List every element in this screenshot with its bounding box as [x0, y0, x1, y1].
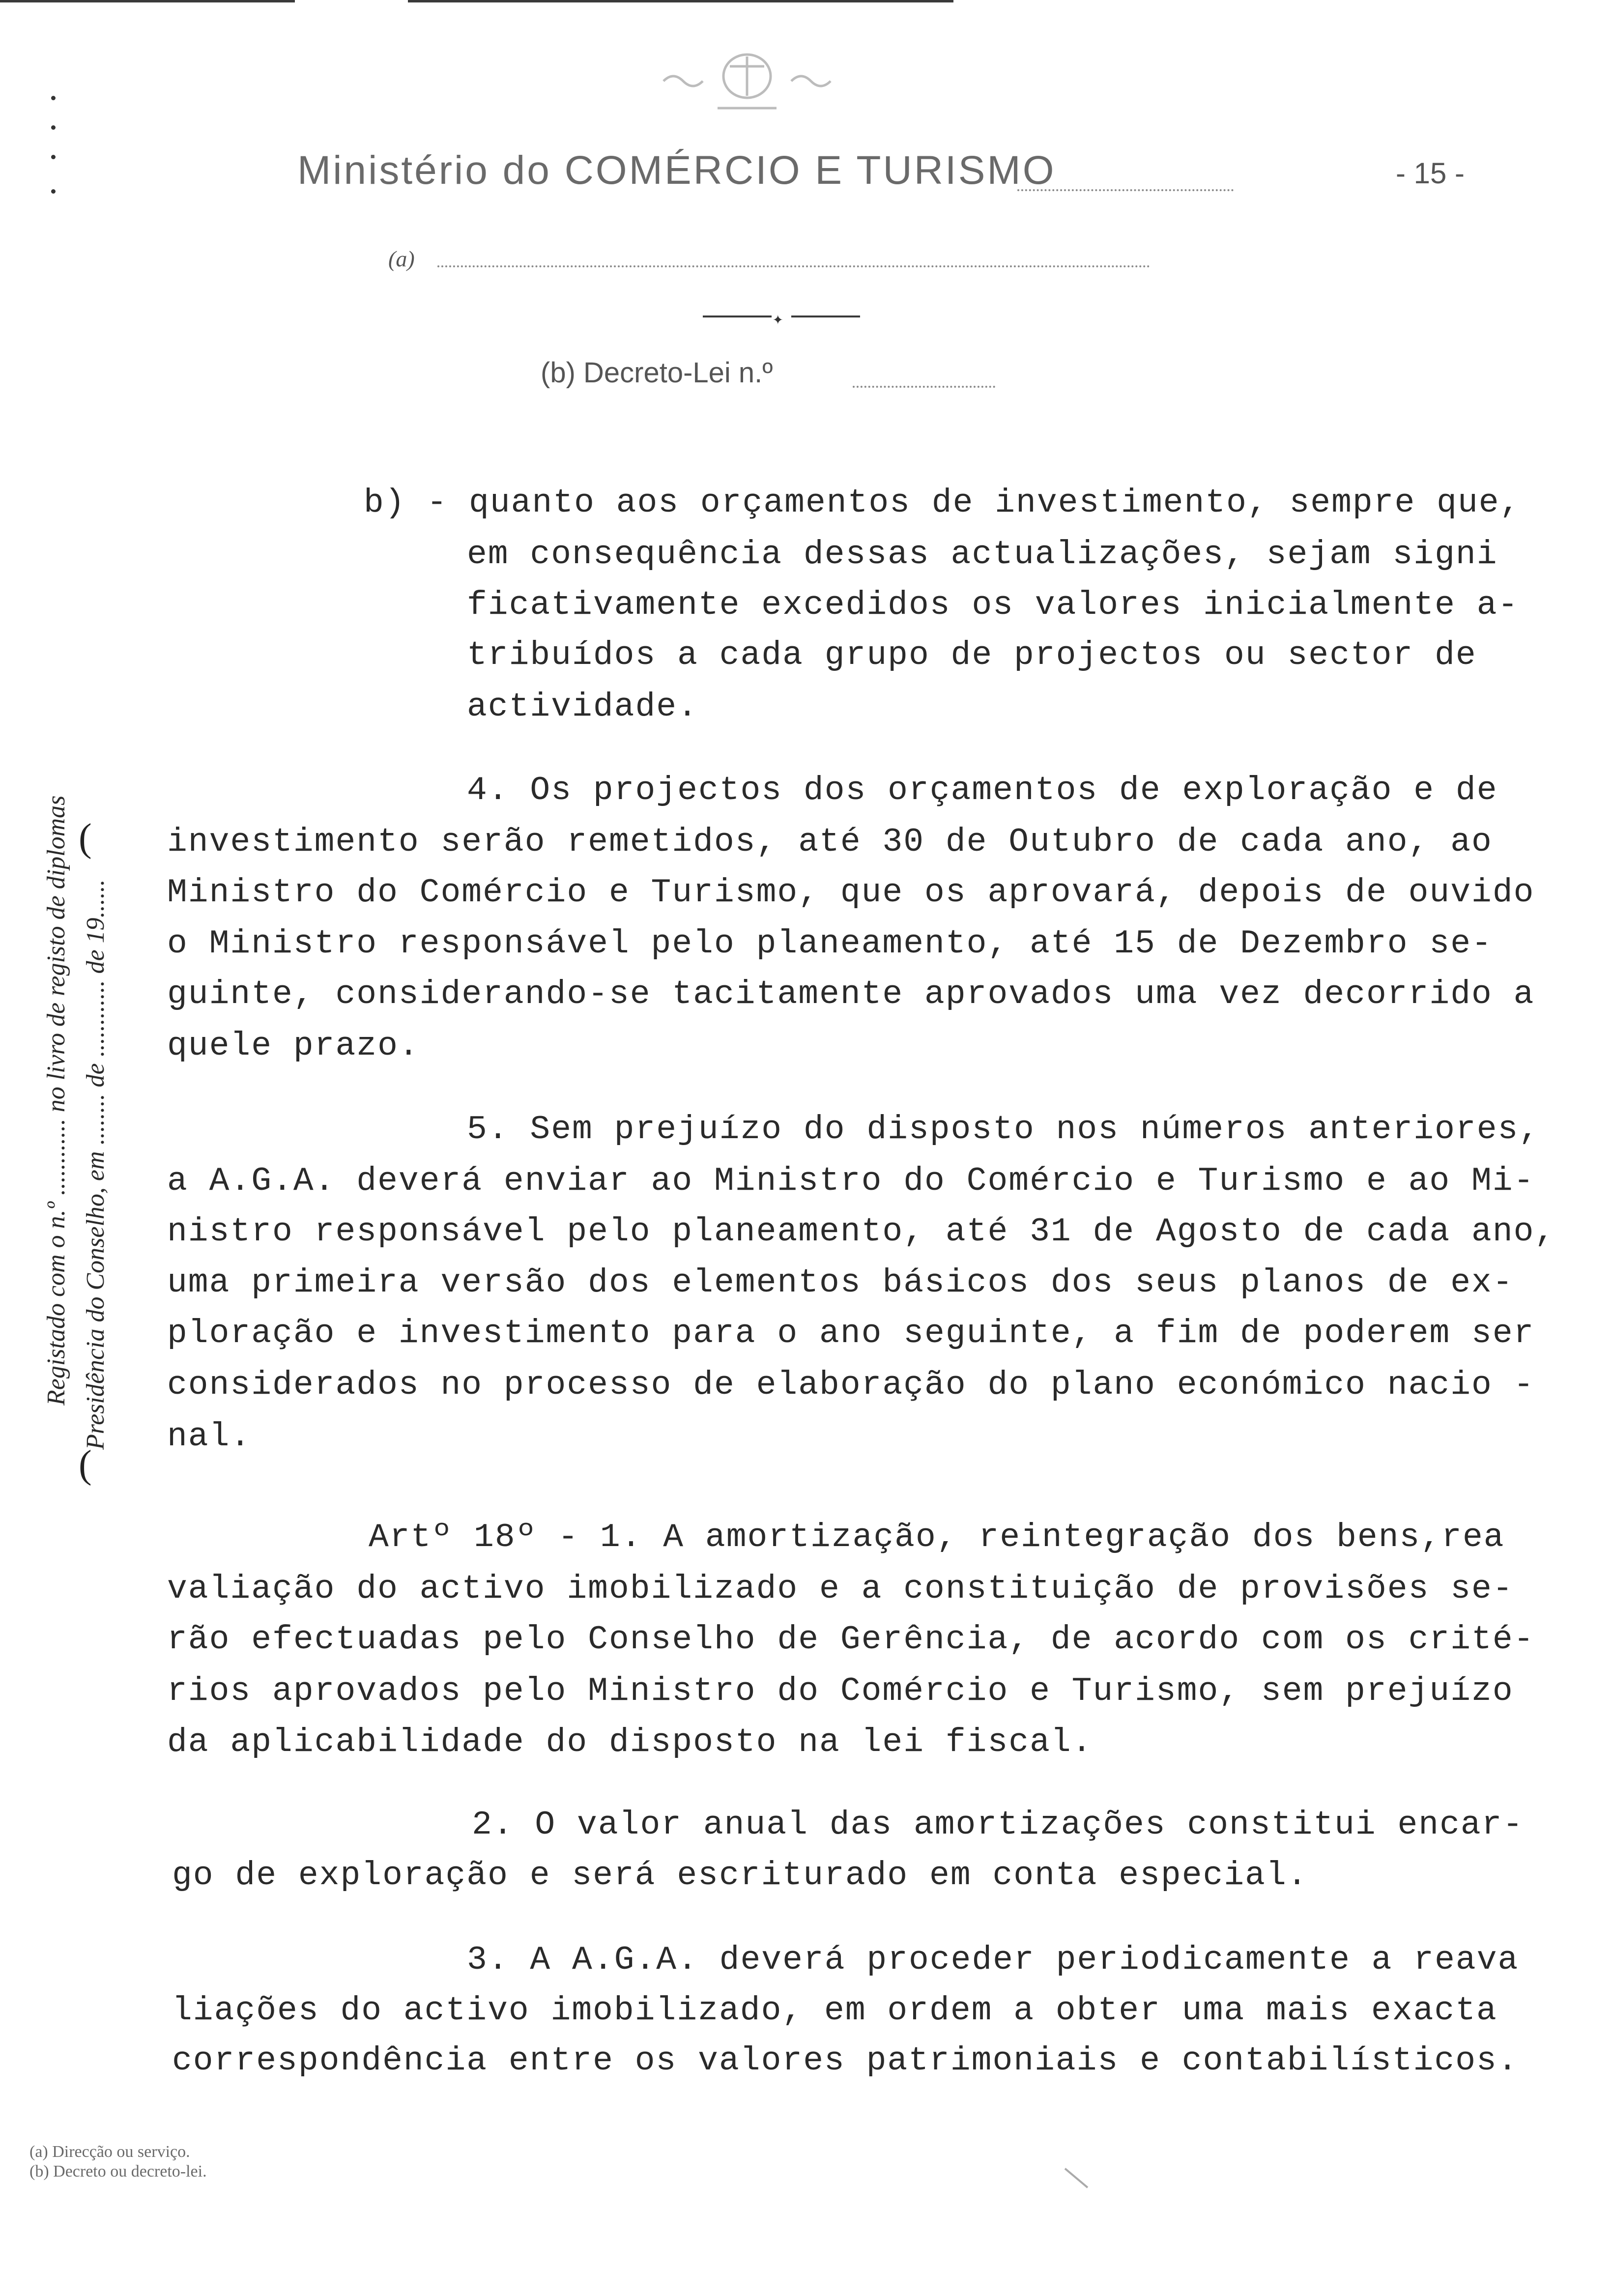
paragraph-2-line: go de exploração e será escriturado em conta especial.	[172, 1857, 1308, 1894]
article-18-line: valiação do activo imobilizado e a constituição de provisões se-	[167, 1570, 1514, 1608]
paragraph-5-line: uma primeira versão dos elementos básicos dos seus planos de ex-	[167, 1264, 1514, 1302]
label-a: (a)	[388, 246, 415, 271]
ministry-title: Ministério do COMÉRCIO E TURISMO	[297, 148, 1056, 193]
paragraph-5-line: nistro responsável pelo planeamento, até 31 de Agosto de cada ano,	[167, 1213, 1556, 1251]
paragraph-5-line: a A.G.A. deverá enviar ao Ministro do Comércio e Turismo e ao Mi-	[167, 1162, 1535, 1200]
page-number: - 15 -	[1396, 157, 1465, 190]
decree-label: (b) Decreto-Lei n.º	[541, 357, 773, 389]
paragraph-4-line: investimento serão remetidos, até 30 de Outubro de cada ano, ao	[167, 823, 1493, 861]
paragraph-5-line: nal.	[167, 1418, 252, 1456]
footnote-a: (a) Direcção ou serviço.	[29, 2143, 190, 2161]
paragraph-b-line: b) - quanto aos orçamentos de investimento, sempre que,	[364, 484, 1521, 522]
coat-of-arms-icon	[644, 47, 850, 115]
paragraph-4-line: guinte, considerando-se tacitamente aprovados uma vez decorrido a	[167, 976, 1535, 1013]
sidebar-registration-line: Registado com o n.º ............ no livro de registo de diplomas	[42, 795, 70, 1406]
separator-ornament-icon: ✦	[773, 310, 783, 330]
margin-dot	[51, 96, 56, 100]
paragraph-5-line: considerados no processo de elaboração do plano económico nacio -	[167, 1366, 1535, 1404]
margin-dot	[51, 155, 56, 159]
paragraph-2-line: 2. O valor anual das amortizações constitui encar-	[472, 1806, 1524, 1844]
sidebar-presidency-line: Presidência do Conselho, em ........ de ............ de 19......	[82, 879, 110, 1450]
article-18-line: rios aprovados pelo Ministro do Comércio e Turismo, sem prejuízo	[167, 1672, 1514, 1710]
separator-left	[703, 316, 772, 317]
sidebar-bracket: (	[79, 1443, 92, 1486]
ministry-dotted-line	[1017, 189, 1234, 191]
paragraph-b-line: tribuídos a cada grupo de projectos ou sector de	[467, 636, 1477, 674]
margin-dot	[51, 125, 56, 130]
paragraph-5-line: 5. Sem prejuízo do disposto nos números anteriores,	[467, 1111, 1540, 1148]
paragraph-4-line: o Ministro responsável pelo planeamento, até 15 de Dezembro se-	[167, 925, 1493, 963]
paragraph-b-line: em consequência dessas actualizações, sejam signi	[467, 536, 1498, 574]
separator-right	[791, 316, 860, 317]
paragraph-b-line: ficativamente excedidos os valores inicialmente a-	[467, 586, 1519, 624]
paragraph-4-line: quele prazo.	[167, 1027, 420, 1065]
article-18-line: Artº 18º - 1. A amortização, reintegração dos bens,rea	[369, 1519, 1505, 1556]
paragraph-b-line: actividade.	[467, 688, 698, 726]
top-rule-left	[0, 0, 295, 2]
paragraph-3-line: correspondência entre os valores patrimoniais e contabilísticos.	[172, 2042, 1519, 2080]
paragraph-3-line: 3. A A.G.A. deverá proceder periodicamente a reava	[467, 1941, 1519, 1979]
paragraph-4-line: 4. Os projectos dos orçamentos de exploração e de	[467, 772, 1498, 809]
top-rule-right	[408, 0, 953, 2]
decree-dotted-line	[853, 386, 995, 388]
paragraph-3-line: liações do activo imobilizado, em ordem a obter uma mais exacta	[172, 1992, 1497, 2030]
label-a-dotted-line	[437, 265, 1150, 267]
scan-speck	[1065, 2168, 1089, 2188]
paragraph-5-line: ploração e investimento para o ano seguinte, a fim de poderem ser	[167, 1315, 1535, 1352]
footnote-b: (b) Decreto ou decreto-lei.	[29, 2162, 207, 2181]
margin-dot	[51, 189, 56, 194]
paragraph-4-line: Ministro do Comércio e Turismo, que os aprovará, depois de ouvido	[167, 874, 1535, 912]
article-18-line: rão efectuadas pelo Conselho de Gerência, de acordo com os crité-	[167, 1621, 1535, 1659]
article-18-line: da aplicabilidade do disposto na lei fiscal.	[167, 1723, 1093, 1761]
sidebar-bracket: (	[79, 816, 92, 860]
